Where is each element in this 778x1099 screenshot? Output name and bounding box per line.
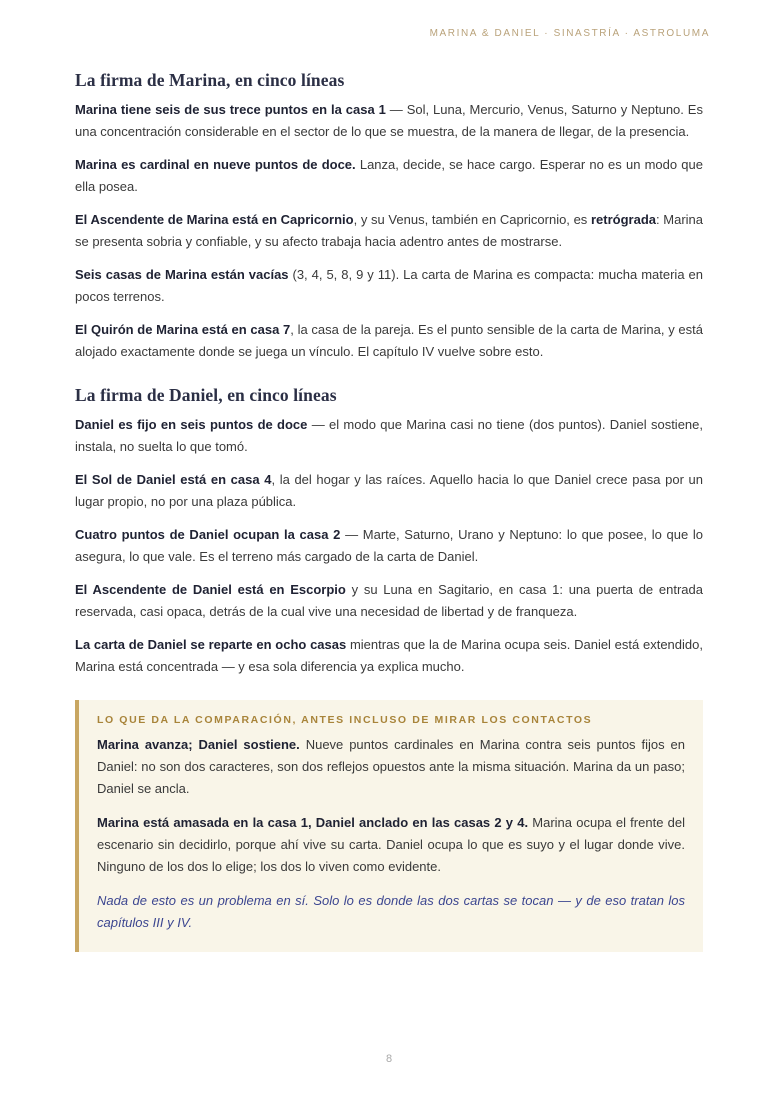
section-title: La firma de Marina, en cinco líneas [75,70,345,90]
section-daniel [75,385,703,678]
comparison-callout [75,700,703,952]
paragraph-lead: El Ascendente de Marina está en Capricornio [75,212,354,227]
paragraph-text-secondary: : Marina se presenta sobria y confiable, y su afecto trabaja hacia adentro antes de mostrarse. [75,212,703,249]
running-header: MARINA & DANIEL · SINASTRÍA · ASTROLUMA [429,28,710,39]
paragraph [75,634,703,678]
paragraph-text: Lanza, decide, se hace cargo. Esperar no es un modo que ella posea. [75,157,703,194]
paragraph-lead: Marina es cardinal en nueve puntos de doce. [75,157,356,172]
callout-paragraph [97,812,685,878]
paragraph-lead: Marina tiene seis de sus trece puntos en la casa 1 [75,102,386,117]
paragraph [75,524,703,568]
paragraph-text: , la del hogar y las raíces. Aquello hacia lo que Daniel crece pasa por un lugar propio, no por una plaza pública. [75,472,703,509]
paragraph-text: , la casa de la pareja. Es el punto sensible de la carta de Marina, y está alojado exactamente donde se juega un vínculo. El capítulo IV vuelve sobre esto. [75,322,703,359]
paragraph [75,469,703,513]
callout-paragraph [97,734,685,800]
paragraph-lead-secondary: retrógrada [590,212,656,227]
paragraph-lead: Daniel es fijo en seis puntos de doce [75,417,308,432]
paragraph-lead: El Sol de Daniel está en casa 4 [75,472,272,487]
page-content [75,70,703,952]
paragraph-text: (3, 4, 5, 8, 9 y 11). La carta de Marina es compacta: mucha materia en pocos terrenos. [75,267,703,304]
section-marina [75,70,703,363]
paragraph-lead: La carta de Daniel se reparte en ocho casas [75,637,347,652]
paragraph-lead: Cuatro puntos de Daniel ocupan la casa 2 [75,527,341,542]
paragraph-text: — Sol, Luna, Mercurio, Venus, Saturno y Neptuno. Es una concentración considerable en el sector de lo que se muestra, de la manera de llegar, de la presencia. [75,102,703,139]
paragraph-lead: El Quirón de Marina está en casa 7 [75,322,291,337]
paragraph-lead: Marina está amasada en la casa 1, Daniel anclado en las casas 2 y 4. [97,815,529,830]
paragraph-lead: El Ascendente de Daniel está en Escorpio [75,582,346,597]
paragraph-text: Nueve puntos cardinales en Marina contra seis puntos fijos en Daniel: no son dos caracteres, son dos reflejos opuestos ante la misma situación. Marina da un paso; Daniel se ancla. [97,737,686,796]
paragraph-lead: Marina avanza; Daniel sostiene. [97,737,300,752]
paragraph [75,264,703,308]
paragraph-text: mientras que la de Marina ocupa seis. Daniel está extendido, Marina está concentrada — y esa sola diferencia ya explica mucho. [75,637,703,674]
paragraph [75,99,703,143]
paragraph [75,579,703,623]
paragraph [75,154,703,198]
paragraph-text: — el modo que Marina casi no tiene (dos puntos). Daniel sostiene, instala, no suelta lo que tomó. [75,417,703,454]
paragraph [75,209,703,253]
paragraph-text: Marina ocupa el frente del escenario sin decidirlo, porque ahí vive su carta. Daniel ocupa lo que es suyo y el lugar donde vive. Ninguno de los dos lo elige; los dos lo viven como evidente. [97,815,685,874]
callout-label: LO QUE DA LA COMPARACIÓN, ANTES INCLUSO DE MIRAR LOS CONTACTOS [97,714,593,726]
paragraph-text: , y su Venus, también en Capricornio, es [353,212,591,227]
section-title: La firma de Daniel, en cinco líneas [75,385,337,405]
paragraph-lead: Seis casas de Marina están vacías [75,267,289,282]
paragraph-text: y su Luna en Sagitario, en casa 1: una puerta de entrada reservada, casi opaca, detrás de la cual vive una necesidad de libertad y de franqueza. [75,582,703,619]
paragraph [75,414,703,458]
paragraph-text: — Marte, Saturno, Urano y Neptuno: lo que posee, lo que lo asegura, lo que vale. Es el terreno más cargado de la carta de Daniel. [75,527,703,564]
callout-note: Nada de esto es un problema en sí. Solo lo es donde las dos cartas se tocan — y de eso tratan los capítulos III y IV. [97,893,685,930]
page-number: 8 [385,1053,393,1065]
paragraph [75,319,703,363]
